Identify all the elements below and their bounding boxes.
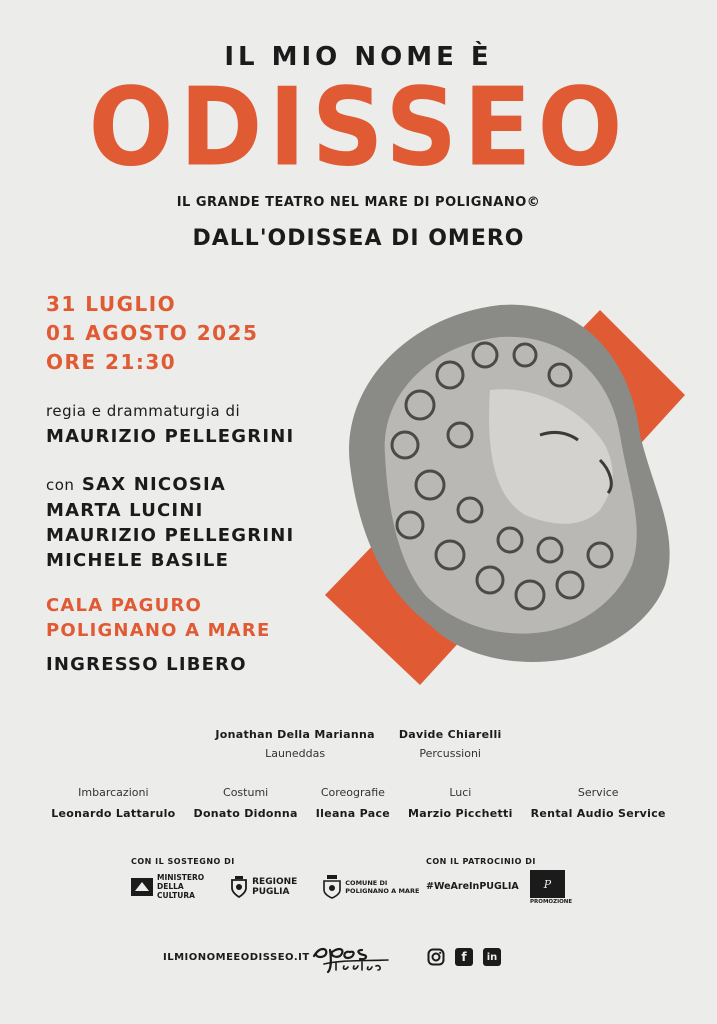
regione-logo-line: REGIONE	[252, 876, 298, 887]
regione-logo-line: PUGLIA	[252, 886, 290, 897]
dates-block	[46, 290, 258, 377]
direction-label: regia e drammaturgia di	[46, 402, 241, 420]
ministry-logo	[131, 873, 204, 900]
musician-credit	[399, 728, 502, 760]
show-title: ODISSEO	[88, 64, 629, 191]
regione-logo	[230, 876, 297, 898]
crew-role: Imbarcazioni	[78, 786, 149, 799]
comune-emblem-icon	[323, 875, 341, 899]
crew-credit	[408, 786, 513, 820]
crew-credit	[316, 786, 390, 820]
ministry-logo-line: CULTURA	[157, 891, 195, 900]
origin-line: DALL'ODISSEA DI OMERO	[192, 226, 525, 251]
date-line: 01 AGOSTO 2025	[46, 321, 259, 345]
crew-role: Service	[577, 786, 619, 799]
venue-line: CALA PAGURO	[46, 595, 203, 616]
venue-line: POLIGNANO A MARE	[46, 620, 271, 641]
crew-role: Luci	[449, 786, 472, 799]
crew-name: Donato Didonna	[193, 807, 298, 820]
puglia-promozione-logo	[530, 870, 573, 908]
comune-logo-line: POLIGNANO A MARE	[345, 886, 420, 895]
direction-block	[46, 402, 294, 449]
support-logos	[131, 873, 419, 900]
cast-name: MAURIZIO PELLEGRINI	[46, 525, 295, 546]
crew-name: Rental Audio Service	[530, 807, 666, 820]
comune-logo	[323, 875, 419, 899]
epos-teatro-logo	[310, 940, 394, 974]
crew-row	[0, 786, 717, 820]
pre-title: IL MIO NOME È	[224, 42, 493, 72]
subtitle: IL GRANDE TEATRO NEL MARE DI POLIGNANO©	[176, 195, 541, 210]
entry-info: INGRESSO LIBERO	[46, 654, 247, 675]
crew-name: Marzio Picchetti	[408, 807, 513, 820]
facebook-icon[interactable]: f	[455, 948, 473, 966]
musician-credit	[215, 728, 374, 760]
musician-role: Launeddas	[265, 747, 326, 760]
crew-role: Costumi	[223, 786, 269, 799]
cast-name: MICHELE BASILE	[46, 550, 230, 571]
weareinpuglia-logo: #WeAreInPUGLIA	[426, 881, 519, 892]
musicians-row	[0, 728, 717, 760]
cast-block	[46, 472, 294, 573]
musician-name: Jonathan Della Marianna	[215, 728, 375, 741]
crew-name: Ileana Pace	[315, 807, 391, 820]
crew-credit	[194, 786, 298, 820]
ministry-logo-line: MINISTERO	[157, 873, 205, 882]
date-line: 31 LUGLIO	[46, 292, 177, 316]
cast-prefix: con	[46, 476, 75, 494]
support-label: CON IL SOSTEGNO DI	[131, 857, 235, 866]
cast-name: SAX NICOSIA	[81, 474, 227, 495]
puglia-logo-mark-icon: P	[530, 870, 565, 898]
crew-credit	[531, 786, 666, 820]
director-name: MAURIZIO PELLEGRINI	[46, 426, 295, 447]
venue-block	[46, 593, 270, 643]
crew-name: Leonardo Lattarulo	[51, 807, 176, 820]
crew-credit	[51, 786, 175, 820]
promozione-text: PROMOZIONE	[530, 899, 573, 905]
website-link[interactable]: ILMIONOMEEODISSEO.IT	[163, 952, 310, 963]
regione-emblem-icon	[230, 876, 248, 898]
social-links	[427, 948, 501, 966]
instagram-icon[interactable]	[427, 948, 445, 966]
ministry-emblem-icon	[131, 878, 153, 896]
odysseus-bust-illustration	[310, 295, 690, 695]
comune-logo-line: COMUNE DI	[345, 878, 388, 887]
linkedin-icon[interactable]: in	[483, 948, 501, 966]
crew-role: Coreografie	[320, 786, 385, 799]
cast-name: MARTA LUCINI	[46, 500, 204, 521]
time-line: ORE 21:30	[46, 350, 177, 374]
musician-role: Percussioni	[419, 747, 481, 760]
musician-name: Davide Chiarelli	[398, 728, 502, 741]
ministry-logo-line: DELLA	[157, 882, 184, 891]
patronage-label: CON IL PATROCINIO DI	[426, 857, 536, 866]
